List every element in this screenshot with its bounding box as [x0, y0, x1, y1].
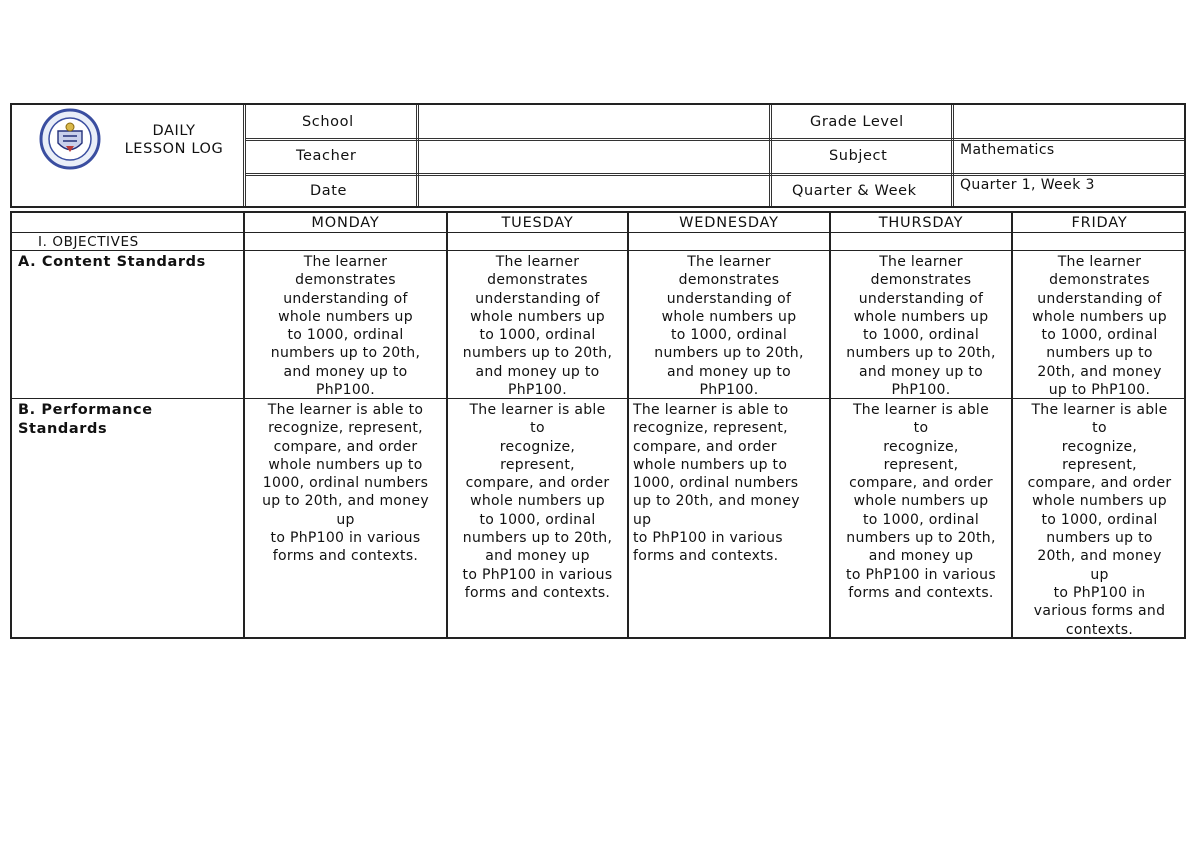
title-line-2: LESSON LOG: [124, 141, 224, 157]
row-divider: [12, 232, 1184, 233]
header-divider: [245, 173, 1184, 176]
performance-standard-wednesday: The learner is able to recognize, represent, compare, and order whole numbers up to 1000, ordinal numbers up to 20th, and money up to PhP100 in various forms and contexts.: [633, 402, 800, 565]
objectives-label: I. OBJECTIVES: [38, 234, 139, 250]
content-standard-tuesday: The learner demonstrates understanding of whole numbers up to 1000, ordinal numbers up to 20th, and money up to PhP100.: [462, 254, 613, 399]
lesson-log-header: [10, 103, 1186, 208]
day-header-thursday: THURSDAY: [878, 215, 964, 231]
quarter-week-field[interactable]: Quarter 1, Week 3: [960, 177, 1095, 193]
deped-seal-icon: [36, 108, 116, 170]
content-standard-thursday: The learner demonstrates understanding of whole numbers up to 1000, ordinal numbers up to 20th, and money up to PhP100.: [846, 254, 996, 399]
performance-standard-monday: The learner is able to recognize, represent, compare, and order whole numbers up to 1000, ordinal numbers up to 20th, and money up to PhP100 in various forms and contexts.: [262, 402, 429, 565]
performance-standard-tuesday: The learner is able to recognize, represent, compare, and order whole numbers up to 1000, ordinal numbers up to 20th, and money up to PhP100 in various forms and contexts.: [462, 402, 613, 601]
day-header-tuesday: TUESDAY: [501, 215, 574, 231]
subject-field[interactable]: Mathematics: [960, 142, 1055, 158]
header-divider: [243, 105, 246, 206]
grade-level-label: Grade Level: [810, 114, 904, 130]
day-header-monday: MONDAY: [311, 215, 380, 231]
performance-label-line-1: B. Performance: [18, 402, 153, 418]
school-label: School: [302, 114, 354, 130]
teacher-label: Teacher: [296, 148, 357, 164]
row-divider: [12, 250, 1184, 251]
content-standard-friday: The learner demonstrates understanding of whole numbers up to 1000, ordinal numbers up to 20th, and money up to PhP100.: [1032, 254, 1167, 399]
content-standard-wednesday: The learner demonstrates understanding of whole numbers up to 1000, ordinal numbers up to 20th, and money up to PhP100.: [654, 254, 804, 399]
document-title: [114, 122, 234, 158]
header-divider: [951, 105, 954, 206]
performance-label-line-2: Standards: [18, 420, 108, 437]
quarter-week-label: Quarter & Week: [792, 183, 917, 199]
performance-standard-thursday: The learner is able to recognize, represent, compare, and order whole numbers up to 1000, ordinal numbers up to 20th, and money up to PhP100 in various forms and contexts.: [846, 402, 996, 601]
performance-standard-friday: The learner is able to recognize, represent, compare, and order whole numbers up to 1000, ordinal numbers up to 20th, and money up to PhP100 in various forms and contexts.: [1027, 402, 1172, 638]
content-standards-label: A. Content Standards: [18, 254, 206, 270]
title-line-1: DAILY: [152, 123, 196, 139]
date-label: Date: [310, 183, 348, 199]
header-divider: [245, 138, 1184, 141]
objectives-table: [10, 211, 1186, 639]
subject-label: Subject: [829, 148, 888, 164]
day-header-friday: FRIDAY: [1071, 215, 1128, 231]
day-header-wednesday: WEDNESDAY: [679, 215, 779, 231]
content-standard-monday: The learner demonstrates understanding of whole numbers up to 1000, ordinal numbers up to 20th, and money up to PhP100.: [270, 254, 421, 399]
header-divider: [416, 105, 419, 206]
header-divider: [769, 105, 772, 206]
performance-standards-label: [18, 401, 153, 438]
